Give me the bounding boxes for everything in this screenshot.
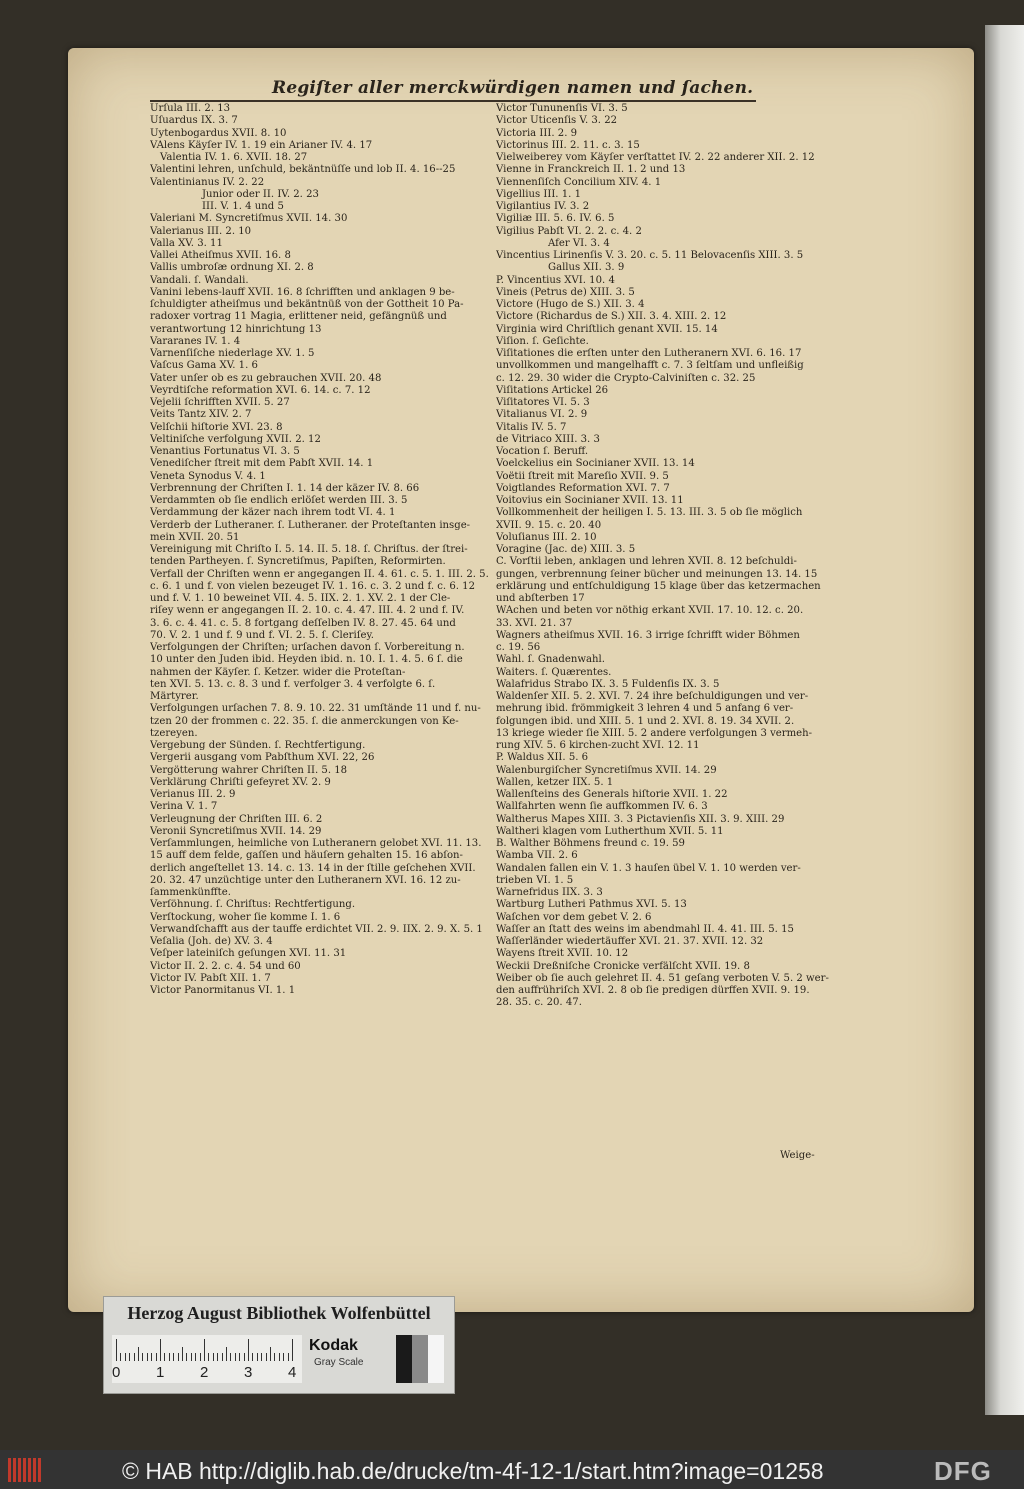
index-entry: Vocation ſ. Beruff.: [496, 446, 589, 457]
index-entry: Wallenſteins des Generals hiſtorie XVII. 1. 22: [496, 789, 728, 800]
index-entry: Viſion. ſ. Geſichte.: [496, 335, 589, 347]
ruler-tick: [116, 1339, 117, 1361]
ruler-tick: [292, 1339, 293, 1361]
left-column: [150, 103, 502, 997]
ruler-tick: [248, 1339, 249, 1361]
index-entry: III. V. 1. 4 und 5: [202, 201, 284, 212]
index-entry: Waſchen vor dem gebet V. 2. 6: [496, 911, 652, 923]
index-entry: Verfolgungen urſachen 7. 8. 9. 10. 22. 31 umſtände 11 und f. nu-: [150, 703, 481, 715]
index-entry: Wandalen fallen ein V. 1. 3 hauſen übel V. 1. 10 werden ver-: [496, 862, 801, 874]
ruler-tick: [173, 1353, 174, 1361]
ruler: [112, 1335, 302, 1383]
index-entry: rung XIV. 5. 6 kirchen-zucht XVI. 12. 11: [496, 740, 700, 751]
index-entry: Wahl. ſ. Gnadenwahl.: [496, 654, 605, 666]
index-entry: c. 6. 1 und f. von vielen bezeuget IV. 1. 16. c. 3. 2 und f. c. 6. 12: [150, 580, 476, 592]
index-entry: Victore (Richardus de S.) XII. 3. 4. XIII. 2. 12: [496, 311, 727, 323]
index-entry: Afer VI. 3. 4: [548, 237, 610, 249]
index-entry: Viennenſiſch Concilium XIV. 4. 1: [496, 176, 662, 188]
ruler-tick: [142, 1353, 143, 1361]
index-entry: Verbrennung der Chriſten I. 1. 14 der käzer IV. 8. 66: [150, 482, 420, 494]
index-entry: Victorinus III. 2. 11. c. 3. 15: [496, 139, 640, 151]
index-entry: Verderb der Lutheraner. ſ. Lutheraner. der Proteſtanten insge-: [150, 519, 471, 531]
index-entry: Valeriani M. Syncretiſmus XVII. 14. 30: [150, 213, 348, 225]
index-entry: Vejelii ſchrifften XVII. 5. 27: [150, 397, 290, 408]
index-entry: riſey wenn er angegangen II. 2. 10. c. 4. 47. III. 4. 2 und f. IV.: [150, 605, 465, 617]
index-entry: Märtyrer.: [150, 691, 199, 702]
gray-scale-label: Gray Scale: [314, 1357, 364, 1368]
index-entry: 33. XVI. 21. 37: [496, 617, 573, 629]
ruler-number: 4: [288, 1364, 297, 1381]
index-entry: Vineis (Petrus de) XIII. 3. 5: [496, 286, 635, 298]
index-entry: ſammenkünffte.: [150, 887, 231, 898]
index-entry: P. Vincentius XVI. 10. 4: [496, 274, 615, 286]
index-entry: Vielweiberey vom Käyſer verſtattet IV. 2. 22 anderer XII. 2. 12: [496, 152, 815, 163]
index-entry: Verleugnung der Chriſten III. 6. 2: [150, 813, 323, 825]
index-entry: Victore (Hugo de S.) XII. 3. 4: [496, 299, 645, 310]
index-entry: trieben VI. 1. 5: [496, 874, 574, 886]
index-entry: C. Vorſtii leben, anklagen und lehren XVII. 8. 12 beſchuldi-: [496, 556, 797, 568]
index-entry: XVII. 9. 15. c. 20. 40: [496, 519, 602, 531]
index-entry: Veltiniſche verfolgung XVII. 2. 12: [150, 433, 321, 445]
index-entry: Uytenbogardus XVII. 8. 10: [150, 127, 287, 139]
index-entry: Vigilantius IV. 3. 2: [496, 201, 590, 212]
index-entry: Waſſerländer wiedertäuffer XVI. 21. 37. XVII. 12. 32: [496, 936, 764, 947]
index-entry: Junior oder II. IV. 2. 23: [202, 188, 319, 200]
ruler-number: 2: [200, 1364, 209, 1381]
ruler-number: 3: [244, 1364, 253, 1381]
index-entry: mein XVII. 20. 51: [150, 531, 240, 543]
index-entry: derlich angeſtellet 13. 14. c. 13. 14 in der ſtille geſchehen XVII.: [150, 862, 476, 874]
index-entry: Vergebung der Sünden. ſ. Rechtfertigung.: [150, 740, 366, 751]
copyright-url[interactable]: © HAB http://diglib.hab.de/drucke/tm-4f-12-1/start.htm?image=01258: [122, 1458, 824, 1484]
index-entry: Verdammten ob ſie endlich erlöſet werden III. 3. 5: [150, 495, 408, 506]
index-entry: Valentinianus IV. 2. 22: [150, 176, 265, 188]
index-entry: Urſula III. 2. 13: [150, 103, 231, 114]
dfg-logo: DFG: [934, 1456, 992, 1486]
index-entry: Verſtockung, woher ſie komme I. 1. 6: [150, 911, 341, 923]
ruler-tick: [257, 1353, 258, 1361]
index-entry: Vanini lebens-lauff XVII. 16. 8 ſchrifften und anklagen 9 be-: [150, 286, 455, 298]
ruler-tick: [186, 1353, 187, 1361]
index-entry: den auffrühriſch XVI. 2. 8 ob ſie predigen dürffen XVII. 9. 19.: [496, 985, 810, 996]
ruler-tick: [244, 1353, 245, 1361]
index-entry: Valentini lehren, unſchuld, bekäntnüſſe und lob II. 4. 16--25: [150, 164, 456, 176]
index-entry: unvollkommen und mangelhafft c. 7. 3 ſeltſam und unfleißig: [496, 360, 804, 372]
ruler-tick: [204, 1339, 205, 1361]
index-entry: VAlens Käyſer IV. 1. 19 ein Arianer IV. 4. 17: [150, 139, 373, 151]
index-entry: tzen 20 der frommen c. 22. 35. ſ. die anmerckungen von Ke-: [150, 715, 459, 727]
index-entry: tenden Partheyen. ſ. Syncretiſmus, Papiſten, Reformirten.: [150, 556, 446, 568]
ruler-tick: [235, 1353, 236, 1361]
index-entry: Verina V. 1. 7: [150, 801, 218, 813]
index-entry: radoxer vortrag 11 Magia, erlittener neid, gefängnüß und: [150, 311, 447, 323]
index-entry: Verfall der Chriſten wenn er angegangen II. 4. 61. c. 5. 1. III. 2. 5.: [150, 568, 489, 580]
index-entry: Voragine (Jac. de) XIII. 3. 5: [496, 544, 636, 555]
catchword: Weige-: [780, 1150, 815, 1161]
index-entry: Vincentius Lirinenſis V. 3. 20. c. 5. 11 Belovacenſis XIII. 3. 5: [496, 250, 804, 261]
index-entry: Vollkommenheit der heiligen I. 5. 13. III. 3. 5 ob ſie möglich: [496, 507, 803, 519]
index-entry: Waltherus Mapes XIII. 3. 3 Pictavienſis XII. 3. 9. XIII. 29: [496, 813, 785, 825]
index-entry: Verfolgungen der Chriſten; urſachen davon ſ. Vorbereitung n.: [150, 642, 465, 653]
index-entry: tzereyen.: [150, 727, 198, 739]
index-entry: Vitalis IV. 5. 7: [496, 421, 567, 433]
ruler-tick: [195, 1353, 196, 1361]
index-entry: Verſammlungen, heimliche von Lutheranern gelobet XVI. 11. 13.: [150, 838, 482, 849]
index-entry: Weiber ob ſie auch gelehret II. 4. 51 geſang verboten V. 5. 2 wer-: [496, 972, 829, 984]
index-entry: de Vitriaco XIII. 3. 3: [496, 433, 600, 445]
index-entry: Veronii Syncretiſmus XVII. 14. 29: [150, 825, 322, 837]
index-entry: Waiters. ſ. Quærentes.: [496, 666, 612, 678]
index-entry: gungen, verbrennung ſeiner bücher und meinungen 13. 14. 15: [496, 568, 818, 580]
index-entry: Vergerii ausgang vom Pabſthum XVI. 22, 26: [150, 752, 375, 764]
ruler-tick: [182, 1347, 183, 1361]
index-entry: Victor II. 2. 2. c. 4. 54 und 60: [150, 960, 301, 972]
ruler-tick: [239, 1353, 240, 1361]
index-entry: Valla XV. 3. 11: [150, 237, 223, 249]
index-entry: Weckii Dreßniſche Cronicke verfälſcht XVII. 19. 8: [496, 960, 750, 972]
index-entry: Voluſianus III. 2. 10: [496, 531, 597, 543]
hab-logo-icon: [8, 1458, 46, 1482]
ruler-tick: [164, 1353, 165, 1361]
index-entry: 28. 35. c. 20. 47.: [496, 997, 582, 1009]
index-entry: Verianus III. 2. 9: [150, 789, 236, 800]
footer-bar: [0, 1450, 1024, 1489]
ruler-tick: [270, 1347, 271, 1361]
index-entry: Victor Uticenſis V. 3. 22: [496, 115, 618, 127]
ruler-tick: [230, 1353, 231, 1361]
index-entry: erklärung und entſchuldigung 15 klage über das ketzermachen: [496, 580, 821, 592]
index-entry: Gallus XII. 3. 9: [548, 262, 625, 274]
index-entry: Victoria III. 2. 9: [496, 127, 578, 139]
index-entry: Varnenſiſche niederlage XV. 1. 5: [150, 348, 315, 359]
index-entry: Waltheri klagen vom Lutherthum XVII. 5. 11: [496, 825, 724, 837]
ruler-tick: [191, 1353, 192, 1361]
ruler-tick: [217, 1353, 218, 1361]
ruler-tick: [261, 1353, 262, 1361]
index-entry: Wallfahrten wenn ſie auffkommen IV. 6. 3: [496, 801, 708, 813]
index-entry: Vergötterung wahrer Chriſten II. 5. 18: [150, 764, 348, 776]
ruler-tick: [213, 1353, 214, 1361]
index-entry: P. Waldus XII. 5. 6: [496, 752, 589, 764]
kodak-logo: Kodak: [309, 1337, 358, 1354]
index-entry: c. 19. 56: [496, 642, 541, 653]
index-entry: Warnefridus IIX. 3. 3: [496, 887, 603, 898]
index-entry: 15 auff dem felde, gaſſen und häuſern gehalten 15. 16 abſon-: [150, 850, 463, 862]
index-entry: ten XVI. 5. 13. c. 8. 3 und f. verfolger 3. 4 verfolgte 6. ſ.: [150, 678, 436, 690]
page-header: Regiſter aller merckwürdigen namen und ſachen.: [272, 78, 754, 98]
index-entry: Vereinigung mit Chriſto I. 5. 14. II. 5. 18. ſ. Chriſtus. der ſtrei-: [150, 544, 468, 555]
index-entry: Vigiliæ III. 5. 6. IV. 6. 5: [496, 213, 615, 225]
index-entry: Wartburg Lutheri Pathmus XVI. 5. 13: [496, 899, 687, 911]
index-entry: Victor Panormitanus VI. 1. 1: [150, 985, 296, 996]
index-entry: Verdammung der käzer nach ihrem todt VI. 4. 1: [150, 507, 396, 519]
index-entry: Wallen, ketzer IIX. 5. 1: [496, 776, 614, 788]
right-column: [496, 103, 841, 1010]
index-entry: mehrung ibid. frömmigkeit 3 lehren 4 und 5 anfang 6 ver-: [496, 703, 794, 715]
header-rule: [150, 100, 756, 102]
index-entry: Vienne in Franckreich II. 1. 2 und 13: [496, 164, 686, 176]
index-entry: Vigellius III. 1. 1: [496, 188, 581, 200]
index-entry: 13 kriege wieder ſie XIII. 5. 2 andere verfolgungen 3 vermeh-: [496, 727, 813, 739]
index-entry: Viſitationes die erſten unter den Lutheranern XVI. 6. 16. 17: [496, 348, 802, 359]
index-entry: 3. 6. c. 4. 41. c. 5. 8 fortgang deſſelben IV. 8. 27. 45. 64 und: [150, 617, 456, 629]
index-entry: c. 12. 29. 30 wider die Crypto-Calviniſten c. 32. 25: [496, 372, 756, 384]
ruler-tick: [160, 1339, 161, 1361]
index-entry: Verklärung Chriſti gefeyret XV. 2. 9: [150, 776, 331, 788]
ruler-tick: [178, 1353, 179, 1361]
index-entry: Wagners atheiſmus XVII. 16. 3 irrige ſchrifft wider Böhmen: [496, 629, 800, 641]
index-entry: Victor IV. Pabſt XII. 1. 7: [150, 972, 271, 984]
index-entry: und abſterben 17: [496, 593, 585, 604]
index-entry: verantwortung 12 hinrichtung 13: [150, 323, 322, 335]
index-entry: Vaſcus Gama XV. 1. 6: [150, 360, 258, 372]
index-entry: ſchuldigter atheiſmus und bekäntnüß von der Gottheit 10 Pa-: [150, 299, 464, 310]
ruler-number: 1: [156, 1364, 165, 1381]
index-entry: Vitalianus VI. 2. 9: [496, 409, 588, 421]
ruler-tick: [151, 1353, 152, 1361]
ruler-tick: [288, 1353, 289, 1361]
gray-scale-patches: [396, 1335, 444, 1383]
library-name: Herzog August Bibliothek Wolfenbüttel: [127, 1303, 431, 1323]
ruler-tick: [283, 1353, 284, 1361]
index-entry: Waldenſer XII. 5. 2. XVI. 7. 24 ihre beſchuldigungen und ver-: [496, 691, 809, 702]
ruler-tick: [279, 1353, 280, 1361]
index-entry: Verſöhnung. ſ. Chriſtus: Rechtfertigung.: [150, 899, 356, 911]
ruler-number: 0: [112, 1364, 121, 1381]
index-entry: Veſalia (Joh. de) XV. 3. 4: [150, 936, 273, 947]
ruler-tick: [266, 1353, 267, 1361]
index-entry: Vallis umbroſæ ordnung XI. 2. 8: [150, 262, 314, 274]
index-entry: Wamba VII. 2. 6: [496, 850, 578, 862]
index-entry: Veſper lateiniſch geſungen XVI. 11. 31: [150, 948, 347, 960]
index-entry: Voitovius ein Socinianer XVII. 13. 11: [496, 495, 684, 506]
index-entry: Valerianus III. 2. 10: [150, 225, 252, 237]
index-entry: Uſuardus IX. 3. 7: [150, 115, 238, 127]
index-entry: Vallei Atheiſmus XVII. 16. 8: [150, 250, 291, 261]
index-entry: folgungen ibid. und XIII. 5. 1 und 2. XVI. 8. 19. 34 XVII. 2.: [496, 715, 795, 727]
ruler-tick: [134, 1353, 135, 1361]
ruler-tick: [147, 1353, 148, 1361]
index-entry: Viſitatores VI. 5. 3: [496, 397, 590, 408]
index-entry: Veits Tantz XIV. 2. 7: [150, 409, 252, 421]
index-entry: B. Walther Böhmens freund c. 19. 59: [496, 838, 685, 849]
index-entry: Velſchii hiſtorie XVI. 23. 8: [150, 421, 283, 433]
index-entry: Venantius Fortunatus VI. 3. 5: [150, 446, 300, 457]
index-entry: Voëtii ſtreit mit Mareſio XVII. 9. 5: [496, 470, 669, 482]
ruler-tick: [169, 1353, 170, 1361]
index-entry: nahmen der Käyſer. ſ. Ketzer. wider die Proteſtan-: [150, 666, 406, 678]
index-entry: Virginia wird Chriſtlich genant XVII. 15. 14: [496, 323, 718, 335]
index-entry: Voigtlandes Reformation XVI. 7. 7: [496, 482, 670, 494]
index-entry: Vater unſer ob es zu gebrauchen XVII. 20. 48: [150, 372, 382, 384]
ruler-tick: [200, 1353, 201, 1361]
ruler-tick: [252, 1353, 253, 1361]
index-entry: Veyrdtiſche reformation XVI. 6. 14. c. 7. 12: [150, 384, 371, 396]
index-entry: Venediſcher ſtreit mit dem Pabſt XVII. 14. 1: [150, 458, 374, 470]
ruler-tick: [226, 1347, 227, 1361]
ruler-tick: [125, 1353, 126, 1361]
ruler-tick: [222, 1353, 223, 1361]
index-entry: Walenburgiſcher Syncretiſmus XVII. 14. 29: [496, 764, 717, 776]
index-entry: Waſſer an ſtatt des weins im abendmahl II. 4. 41. III. 5. 15: [496, 923, 794, 935]
index-entry: 70. V. 2. 1 und f. 9 und f. VI. 2. 5. ſ. Cleriſey.: [150, 629, 375, 641]
ruler-tick: [138, 1347, 139, 1361]
ruler-tick: [120, 1353, 121, 1361]
index-entry: Verwandſchafft aus der tauffe erdichtet VII. 2. 9. IIX. 2. 9. X. 5. 1: [150, 923, 483, 935]
index-entry: Vigilius Pabſt VI. 2. 2. c. 4. 2: [496, 225, 642, 237]
index-entry: Voelckelius ein Socinianer XVII. 13. 14: [496, 458, 695, 470]
index-entry: und f. V. 1. 10 beweinet VII. 4. 5. IIX. 2. 1. XV. 2. 1 der Cle-: [150, 593, 451, 604]
ruler-tick: [156, 1353, 157, 1361]
index-entry: Walafridus Strabo IX. 3. 5 Fuldenſis IX. 3. 5: [496, 678, 720, 690]
index-entry: Valentia IV. 1. 6. XVII. 18. 27: [160, 152, 308, 163]
index-entry: Victor Tununenſis VI. 3. 5: [496, 103, 628, 114]
index-entry: 10 unter den Juden ibid. Heyden ibid. n. 10. I. 1. 4. 5. 6 ſ. die: [150, 654, 463, 666]
index-entry: 20. 32. 47 unzüchtige unter den Lutheranern XVI. 16. 12 zu-: [150, 874, 461, 886]
index-entry: Vararanes IV. 1. 4: [150, 335, 241, 347]
index-entry: WAchen und beten vor nöthig erkant XVII. 17. 10. 12. c. 20.: [496, 605, 804, 617]
ruler-tick: [208, 1353, 209, 1361]
ruler-tick: [129, 1353, 130, 1361]
color-calibration-bar: [103, 1296, 455, 1394]
index-entry: Vandali. ſ. Wandali.: [150, 274, 249, 286]
index-entry: Veneta Synodus V. 4. 1: [150, 470, 266, 482]
ruler-tick: [274, 1353, 275, 1361]
index-entry: Viſitations Artickel 26: [496, 384, 609, 396]
page-edge: [985, 25, 1024, 1415]
index-entry: Wayens ſtreit XVII. 10. 12: [496, 948, 629, 960]
